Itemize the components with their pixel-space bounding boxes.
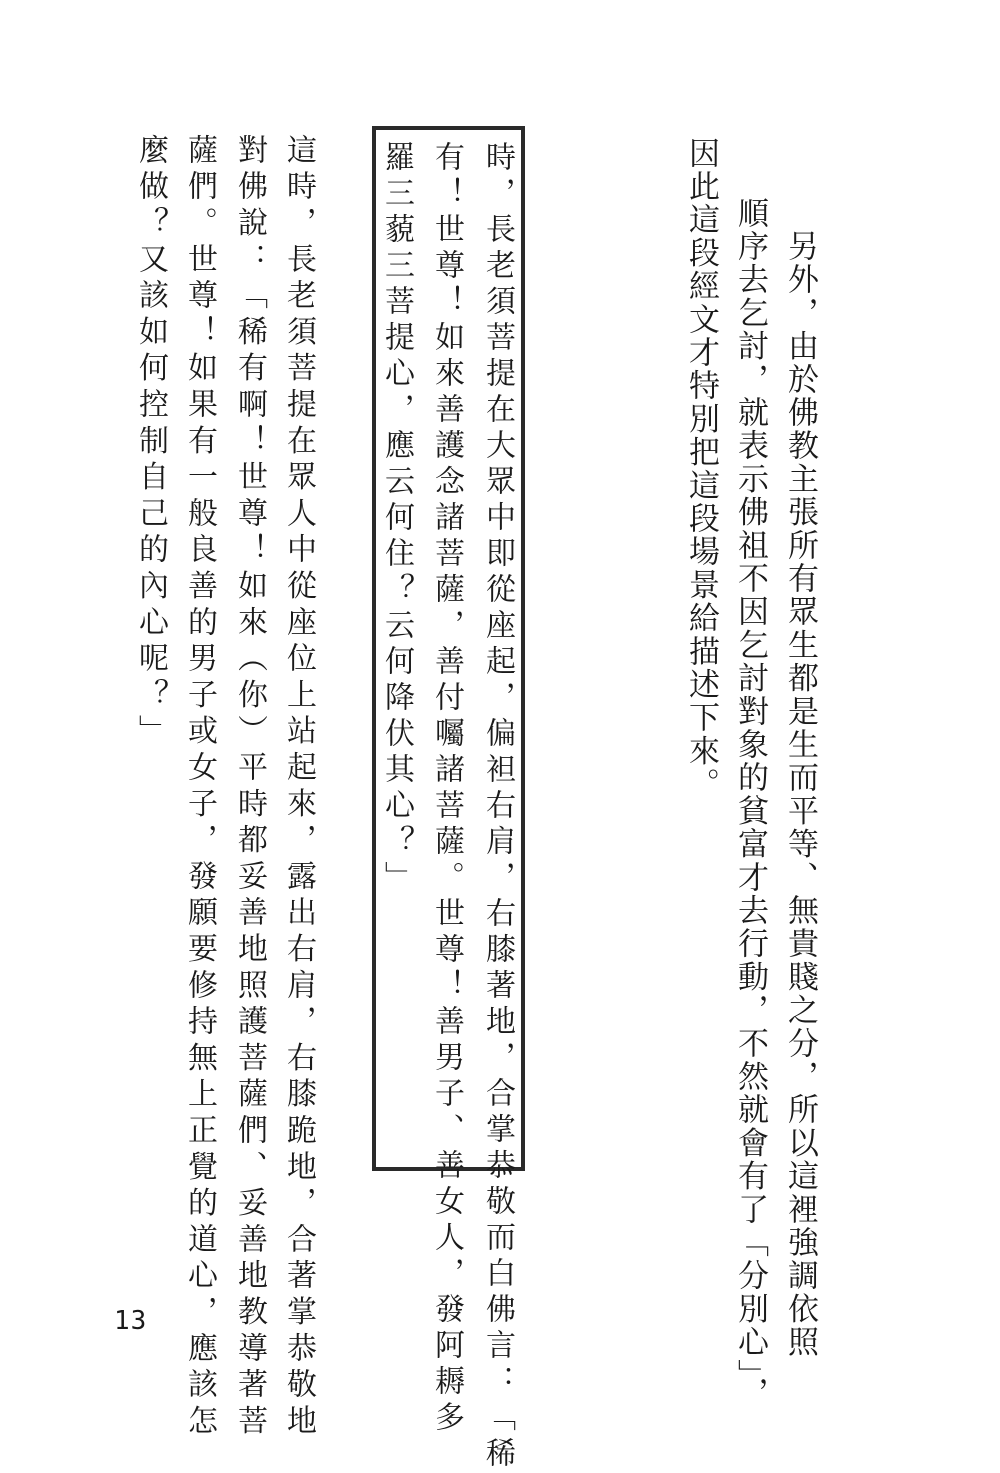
translation-line-3: 薩們。世尊！如果有一般良善的男子或女子，發願要修持無上正覺的道心，應該怎: [182, 134, 217, 1441]
translation-line-1: 這時，長老須菩提在眾人中從座位上站起來，露出右肩，右膝跪地，合著掌恭敬地: [281, 134, 316, 1441]
sutra-line-2: 有！世尊！如來善護念諸菩薩，善付囑諸菩薩。世尊！善男子、善女人，發阿耨多: [429, 141, 464, 1437]
translation-line-4: 麼做？又該如何控制自己的內心呢？」: [133, 134, 168, 752]
page-number: 13: [114, 1306, 148, 1336]
intro-line-3: 因此這段經文才特別把這段場景給描述下來。: [683, 137, 719, 801]
intro-line-2: 順序去乞討，就表示佛祖不因乞討對象的貧富才去行動，不然就會有了「分別心」，: [732, 197, 768, 1410]
intro-line-1: 另外，由於佛教主張所有眾生都是生而平等、無貴賤之分，所以這裡強調依照: [782, 197, 818, 1359]
sutra-line-3: 羅三藐三菩提心，應云何住？云何降伏其心？」: [379, 141, 414, 897]
sutra-line-1: 時，長老須菩提在大眾中即從座起，偏袒右肩，右膝著地，合掌恭敬而白佛言：「稀: [480, 141, 515, 1473]
translation-line-2: 對佛說：「稀有啊！世尊！如來（你）平時都妥善地照護菩薩們、妥善地教導著菩: [232, 134, 267, 1441]
